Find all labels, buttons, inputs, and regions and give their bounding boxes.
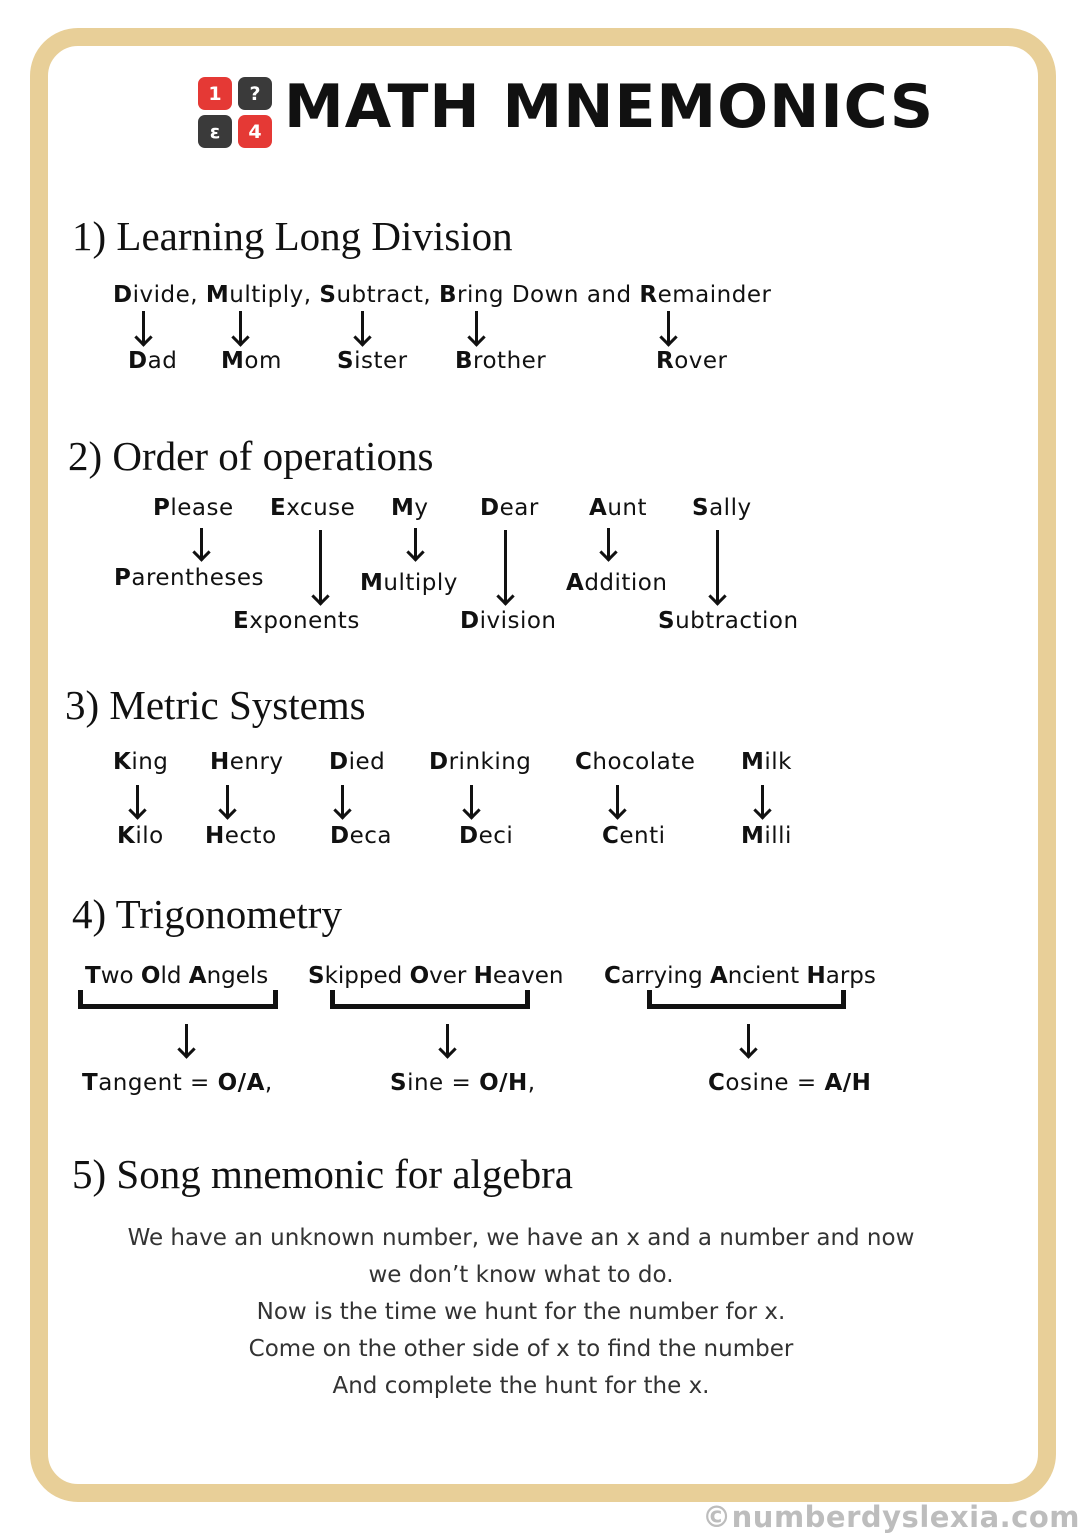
word: Sally <box>692 495 752 521</box>
word: Subtraction <box>658 608 799 634</box>
arrow-down-icon <box>185 1024 188 1057</box>
bracket <box>78 990 278 1009</box>
word: Addition <box>566 570 668 596</box>
word: Kilo <box>117 823 164 849</box>
arrow-down-icon <box>136 785 139 818</box>
logo-tile: 4 <box>238 115 272 148</box>
arrow-down-icon <box>414 528 417 560</box>
song-line: Now is the time we hunt for the number for x. <box>256 1299 786 1325</box>
arrow-down-icon <box>361 311 364 345</box>
arrow-down-icon <box>504 530 507 604</box>
trig-formula: Tangent = O/A, <box>82 1070 273 1096</box>
bracket <box>647 990 846 1009</box>
arrow-down-icon <box>142 311 145 345</box>
song-line: We have an unknown number, we have an x and a number and now <box>127 1225 915 1251</box>
word: Mom <box>221 348 282 374</box>
song-line: And complete the hunt for the x. <box>332 1373 710 1399</box>
word: Chocolate <box>575 749 696 775</box>
logo-tile: ? <box>238 77 272 110</box>
page-title: MATH MNEMONICS <box>284 72 935 142</box>
section-heading: 3) Metric Systems <box>65 682 366 728</box>
word: Division <box>460 608 557 634</box>
song-lyrics <box>60 1220 982 1405</box>
word: Died <box>329 749 386 775</box>
logo-tile: 1 <box>198 77 232 110</box>
word: Brother <box>455 348 547 374</box>
arrow-down-icon <box>607 528 610 560</box>
word: Excuse <box>270 495 356 521</box>
word: Henry <box>210 749 284 775</box>
arrow-down-icon <box>200 528 203 560</box>
logo-tile: ε <box>198 115 232 148</box>
trig-formula: Sine = O/H, <box>390 1070 536 1096</box>
song-line: we don’t know what to do. <box>368 1262 674 1288</box>
word: Multiply <box>360 570 458 596</box>
trig-phrase: Carrying Ancient Harps <box>604 963 876 989</box>
arrow-down-icon <box>667 311 670 345</box>
arrow-down-icon <box>747 1024 750 1057</box>
arrow-down-icon <box>319 530 322 604</box>
trig-formula: Cosine = A/H <box>708 1070 872 1096</box>
arrow-down-icon <box>616 785 619 818</box>
word: Centi <box>602 823 666 849</box>
word: My <box>391 495 429 521</box>
mnemonic-line: Divide, Multiply, Subtract, Bring Down and Remainder <box>113 282 772 308</box>
section-heading: 2) Order of operations <box>68 433 434 479</box>
word: Parentheses <box>114 565 264 591</box>
logo <box>198 77 274 151</box>
word: Deca <box>330 823 392 849</box>
footer-watermark: ©numberdyslexia.com <box>702 1500 1080 1534</box>
bracket <box>330 990 530 1009</box>
word: Hecto <box>205 823 277 849</box>
word: Dad <box>128 348 178 374</box>
word: Drinking <box>429 749 532 775</box>
trig-phrase: Skipped Over Heaven <box>308 963 564 989</box>
arrow-down-icon <box>446 1024 449 1057</box>
trig-phrase: Two Old Angels <box>85 963 269 989</box>
word: Dear <box>480 495 539 521</box>
song-line: Come on the other side of x to find the number <box>248 1336 794 1362</box>
arrow-down-icon <box>341 785 344 818</box>
word: Rover <box>656 348 728 374</box>
word: Milk <box>741 749 792 775</box>
word: Aunt <box>589 495 647 521</box>
arrow-down-icon <box>239 311 242 345</box>
arrow-down-icon <box>475 311 478 345</box>
section-heading: 4) Trigonometry <box>72 891 342 937</box>
arrow-down-icon <box>761 785 764 818</box>
word: Exponents <box>233 608 360 634</box>
arrow-down-icon <box>716 530 719 604</box>
word: Milli <box>741 823 792 849</box>
section-heading: 1) Learning Long Division <box>72 213 513 259</box>
arrow-down-icon <box>470 785 473 818</box>
word: Deci <box>459 823 514 849</box>
arrow-down-icon <box>226 785 229 818</box>
word: Please <box>153 495 234 521</box>
word: Sister <box>337 348 408 374</box>
section-heading: 5) Song mnemonic for algebra <box>72 1151 573 1197</box>
word: King <box>113 749 169 775</box>
